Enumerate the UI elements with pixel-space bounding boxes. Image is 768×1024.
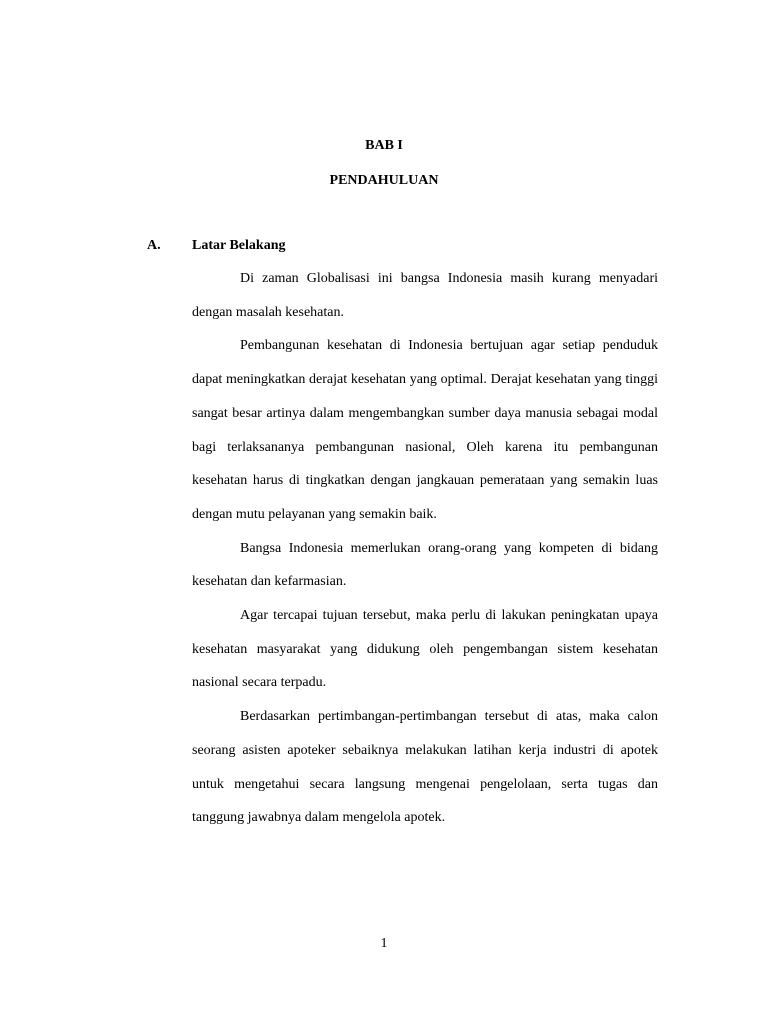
section-title: Latar Belakang xyxy=(192,238,286,253)
section-letter: A. xyxy=(147,238,161,253)
chapter-title: PENDAHULUAN xyxy=(329,173,439,188)
page-number: 1 xyxy=(380,936,388,951)
paragraph-1: Di zaman Globalisasi ini bangsa Indonesia masih kurang menyadari dengan masalah kesehatan. xyxy=(192,271,658,320)
chapter-number: BAB I xyxy=(365,138,403,153)
paragraph-2: Pembangunan kesehatan di Indonesia bertujuan agar setiap penduduk dapat meningkatkan derajat kesehatan yang optimal. Derajat kesehatan yang tinggi sangat besar artinya dalam mengembangkan sumber daya manusia sebagai modal bagi terlaksananya pembangunan nasional, Oleh karena itu pembangunan kesehatan harus di tingkatkan dengan jangkauan pemerataan yang semakin luas dengan mutu pelayanan yang semakin baik. xyxy=(192,338,658,522)
paragraph-4: Agar tercapai tujuan tersebut, maka perlu di lakukan peningkatan upaya kesehatan masyarakat yang didukung oleh pengembangan sistem kesehatan nasional secara terpadu. xyxy=(192,608,658,691)
paragraph-3: Bangsa Indonesia memerlukan orang-orang yang kompeten di bidang kesehatan dan kefarmasian. xyxy=(192,540,658,590)
paragraph-5: Berdasarkan pertimbangan-pertimbangan tersebut di atas, maka calon seorang asisten apoteker sebaiknya melakukan latihan kerja industri di apotek untuk mengetahui secara langsung mengenai pengelolaan, serta tugas dan tanggung jawabnya dalam mengelola apotek. xyxy=(192,709,658,826)
body-text xyxy=(192,262,658,835)
